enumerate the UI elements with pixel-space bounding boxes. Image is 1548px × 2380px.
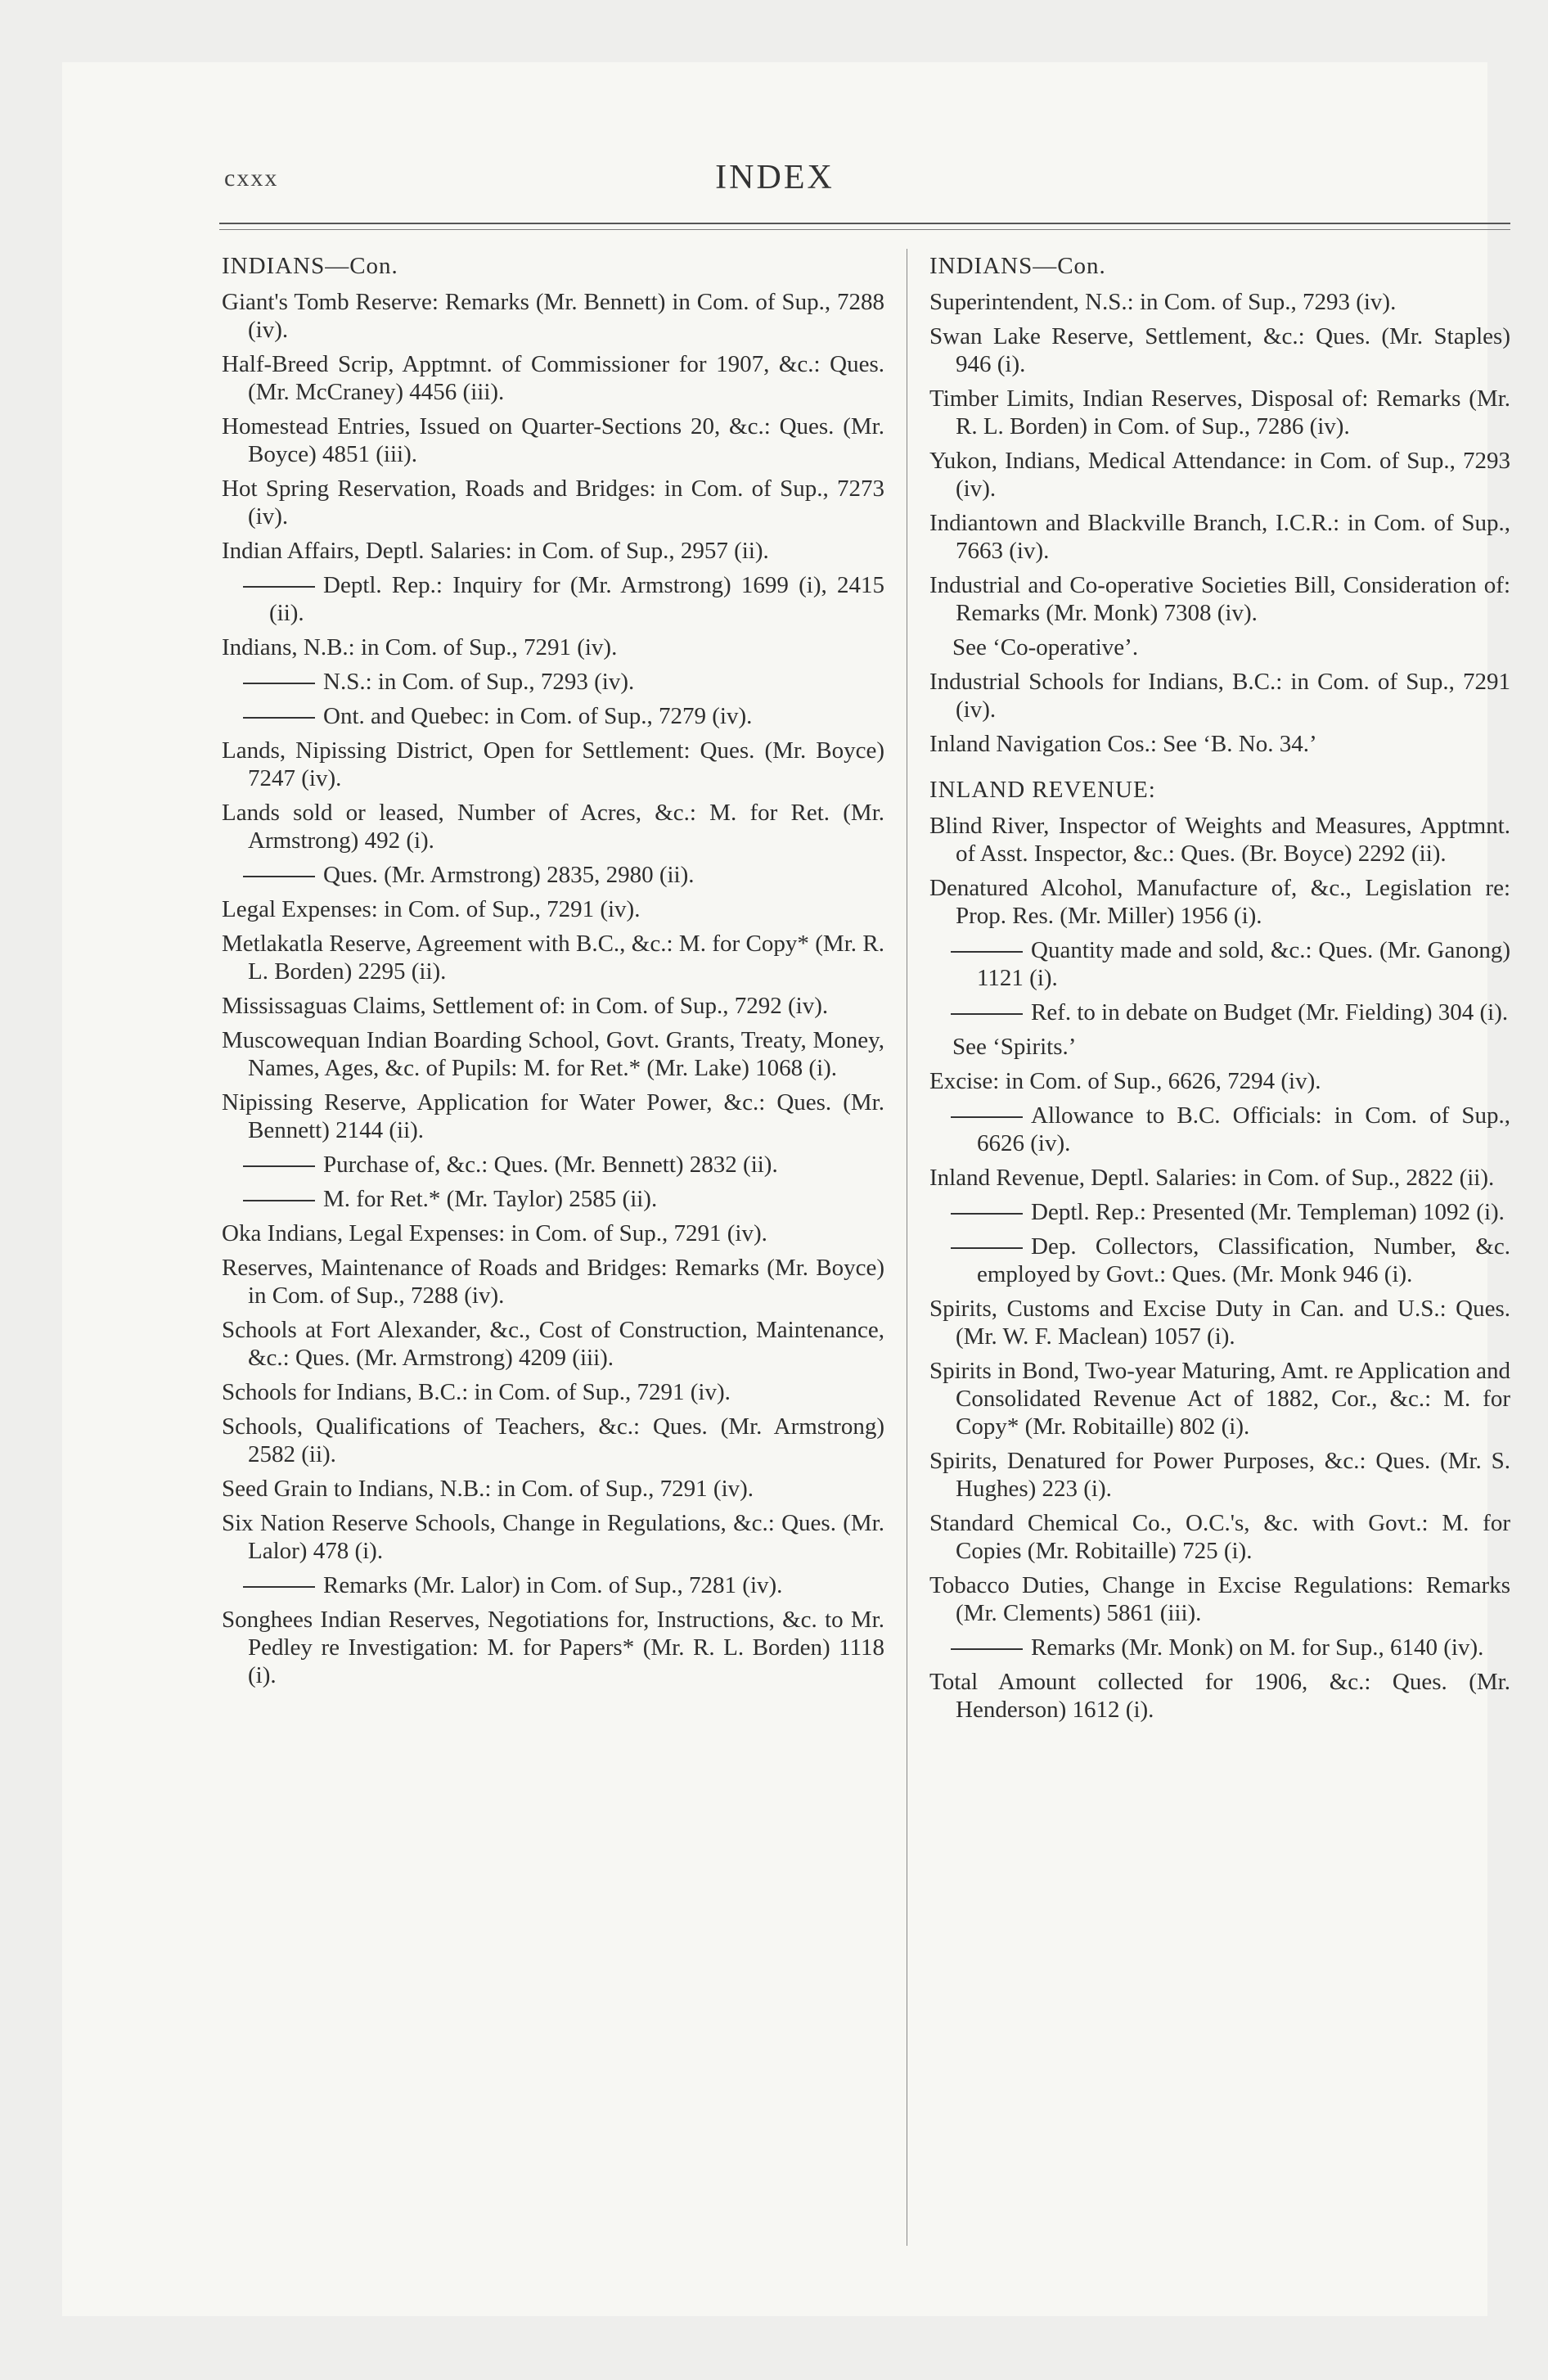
index-entry: Inland Navigation Cos.: See ‘B. No. 34.’ xyxy=(929,731,1317,757)
index-entry: Total Amount collected for 1906, &c.: Ques. (Mr. Henderson) 1612 (i). xyxy=(929,1669,1510,1723)
index-subentry: Dep. Collectors, Classification, Number, &c. employed by Govt.: Ques. (Mr. Monk 946 (i). xyxy=(929,1233,1510,1288)
index-entry: Spirits in Bond, Two-year Maturing, Amt. re Application and Consolidated Revenue Act of 1882, Cor., &c.: M. for Copy* (Mr. Robitaille) 802 (i). xyxy=(929,1358,1510,1440)
entry-list xyxy=(222,288,884,1689)
entry-list xyxy=(929,288,1510,503)
index-entry: Six Nation Reserve Schools, Change in Regulations, &c.: Ques. (Mr. Lalor) 478 (i). xyxy=(222,1510,884,1564)
index-entry: Nipissing Reserve, Application for Water Power, &c.: Ques. (Mr. Bennett) 2144 (ii). xyxy=(222,1089,884,1143)
index-entry: Standard Chemical Co., O.C.'s, &c. with Govt.: M. for Copies (Mr. Robitaille) 725 (i). xyxy=(929,1510,1510,1564)
index-subentry: Ques. (Mr. Armstrong) 2835, 2980 (ii). xyxy=(222,861,884,889)
index-entry: Swan Lake Reserve, Settlement, &c.: Ques. (Mr. Staples) 946 (i). xyxy=(929,323,1510,377)
index-entry: Blind River, Inspector of Weights and Measures, Apptmnt. of Asst. Inspector, &c.: Ques. (Br. Boyce) 2292 (ii). xyxy=(929,813,1510,867)
index-subentry: Ont. and Quebec: in Com. of Sup., 7279 (iv). xyxy=(222,702,884,730)
index-subentry: M. for Ret.* (Mr. Taylor) 2585 (ii). xyxy=(222,1185,884,1213)
page-title: INDEX xyxy=(715,159,835,196)
section-heading: INDIANS—Con. xyxy=(222,253,398,279)
index-subentry: Deptl. Rep.: Inquiry for (Mr. Armstrong) 1699 (i), 2415 (ii). xyxy=(222,571,884,627)
index-entry: Schools, Qualifications of Teachers, &c.: Ques. (Mr. Armstrong) 2582 (ii). xyxy=(222,1413,884,1467)
index-entry: Denatured Alcohol, Manufacture of, &c., Legislation re: Prop. Res. (Mr. Miller) 1956 (i). xyxy=(929,875,1510,929)
index-entry: Lands, Nipissing District, Open for Settlement: Ques. (Mr. Boyce) 7247 (iv). xyxy=(222,737,884,791)
index-subentry: Quantity made and sold, &c.: Ques. (Mr. Ganong) 1121 (i). xyxy=(929,936,1510,992)
index-subentry: Remarks (Mr. Monk) on M. for Sup., 6140 (iv). xyxy=(929,1634,1510,1661)
index-entry: Spirits, Customs and Excise Duty in Can. and U.S.: Ques. (Mr. W. F. Maclean) 1057 (i). xyxy=(929,1296,1510,1350)
index-entry: Homestead Entries, Issued on Quarter-Sections 20, &c.: Ques. (Mr. Boyce) 4851 (iii). xyxy=(222,413,884,467)
index-page xyxy=(62,62,1510,2316)
index-entry: Muscowequan Indian Boarding School, Govt. Grants, Treaty, Money, Names, Ages, &c. of Pupils: M. for Ret.* (Mr. Lake) 1068 (i). xyxy=(222,1027,884,1081)
index-subentry: Deptl. Rep.: Presented (Mr. Templeman) 1092 (i). xyxy=(929,1198,1510,1226)
index-entry: See ‘Co-operative’. xyxy=(952,634,1139,660)
index-subentry: Remarks (Mr. Lalor) in Com. of Sup., 7281 (iv). xyxy=(222,1571,884,1599)
index-entry: Excise: in Com. of Sup., 6626, 7294 (iv). xyxy=(929,1068,1321,1094)
header-rule-thin xyxy=(219,229,1510,230)
index-entry: Indiantown and Blackville Branch, I.C.R.: in Com. of Sup., 7663 (iv). xyxy=(929,510,1510,564)
left-column xyxy=(222,250,884,1696)
index-entry: Yukon, Indians, Medical Attendance: in Com. of Sup., 7293 (iv). xyxy=(929,448,1510,502)
index-entry: Superintendent, N.S.: in Com. of Sup., 7293 (iv). xyxy=(929,289,1397,315)
index-subentry: Allowance to B.C. Officials: in Com. of Sup., 6626 (iv). xyxy=(929,1102,1510,1157)
index-entry: Schools at Fort Alexander, &c., Cost of Construction, Maintenance, &c.: Ques. (Mr. Armstrong) 4209 (iii). xyxy=(222,1317,884,1371)
index-entry: Giant's Tomb Reserve: Remarks (Mr. Bennett) in Com. of Sup., 7288 (iv). xyxy=(222,289,884,343)
index-entry: Indians, N.B.: in Com. of Sup., 7291 (iv). xyxy=(222,634,618,660)
index-entry: Schools for Indians, B.C.: in Com. of Sup., 7291 (iv). xyxy=(222,1379,731,1405)
index-entry: Mississaguas Claims, Settlement of: in Com. of Sup., 7292 (iv). xyxy=(222,993,829,1019)
index-entry: Reserves, Maintenance of Roads and Bridges: Remarks (Mr. Boyce) in Com. of Sup., 7288 (iv). xyxy=(222,1255,884,1309)
index-entry: Tobacco Duties, Change in Excise Regulations: Remarks (Mr. Clements) 5861 (iii). xyxy=(929,1572,1510,1626)
index-entry: Inland Revenue, Deptl. Salaries: in Com. of Sup., 2822 (ii). xyxy=(929,1165,1495,1191)
index-entry: Songhees Indian Reserves, Negotiations for, Instructions, &c. to Mr. Pedley re Investigation: M. for Papers* (Mr. R. L. Borden) 1118 (i). xyxy=(222,1607,884,1688)
index-entry: Lands sold or leased, Number of Acres, &c.: M. for Ret. (Mr. Armstrong) 492 (i). xyxy=(222,800,884,854)
index-entry: Seed Grain to Indians, N.B.: in Com. of Sup., 7291 (iv). xyxy=(222,1476,754,1502)
index-entry: Metlakatla Reserve, Agreement with B.C., &c.: M. for Copy* (Mr. R. L. Borden) 2295 (ii). xyxy=(222,931,884,985)
index-entry: Timber Limits, Indian Reserves, Disposal of: Remarks (Mr. R. L. Borden) in Com. of Sup., 7286 (iv). xyxy=(929,385,1510,439)
index-entry: Industrial and Co-operative Societies Bill, Consideration of: Remarks (Mr. Monk) 7308 (iv). xyxy=(929,572,1510,626)
index-subentry: Ref. to in debate on Budget (Mr. Fielding) 304 (i). xyxy=(929,998,1510,1026)
section-heading: INLAND REVENUE: xyxy=(929,777,1156,803)
header-rule xyxy=(219,223,1510,224)
index-entry: See ‘Spirits.’ xyxy=(952,1034,1077,1060)
index-entry: Oka Indians, Legal Expenses: in Com. of Sup., 7291 (iv). xyxy=(222,1220,767,1246)
index-entry: Legal Expenses: in Com. of Sup., 7291 (iv). xyxy=(222,896,641,922)
index-subentry: N.S.: in Com. of Sup., 7293 (iv). xyxy=(222,668,884,696)
index-entry: Indian Affairs, Deptl. Salaries: in Com. of Sup., 2957 (ii). xyxy=(222,538,769,564)
index-subentry: Purchase of, &c.: Ques. (Mr. Bennett) 2832 (ii). xyxy=(222,1151,884,1179)
entry-list xyxy=(929,812,1510,1724)
entry-list xyxy=(929,509,1510,758)
section-heading: INDIANS—Con. xyxy=(929,253,1106,279)
index-entry: Hot Spring Reservation, Roads and Bridges: in Com. of Sup., 7273 (iv). xyxy=(222,476,884,530)
page-folio: cxxx xyxy=(224,165,279,192)
right-column xyxy=(929,250,1510,1730)
index-entry: Spirits, Denatured for Power Purposes, &c.: Ques. (Mr. S. Hughes) 223 (i). xyxy=(929,1448,1510,1502)
index-entry: Industrial Schools for Indians, B.C.: in Com. of Sup., 7291 (iv). xyxy=(929,669,1510,723)
index-entry: Half-Breed Scrip, Apptmnt. of Commissioner for 1907, &c.: Ques. (Mr. McCraney) 4456 (iii). xyxy=(222,351,884,405)
